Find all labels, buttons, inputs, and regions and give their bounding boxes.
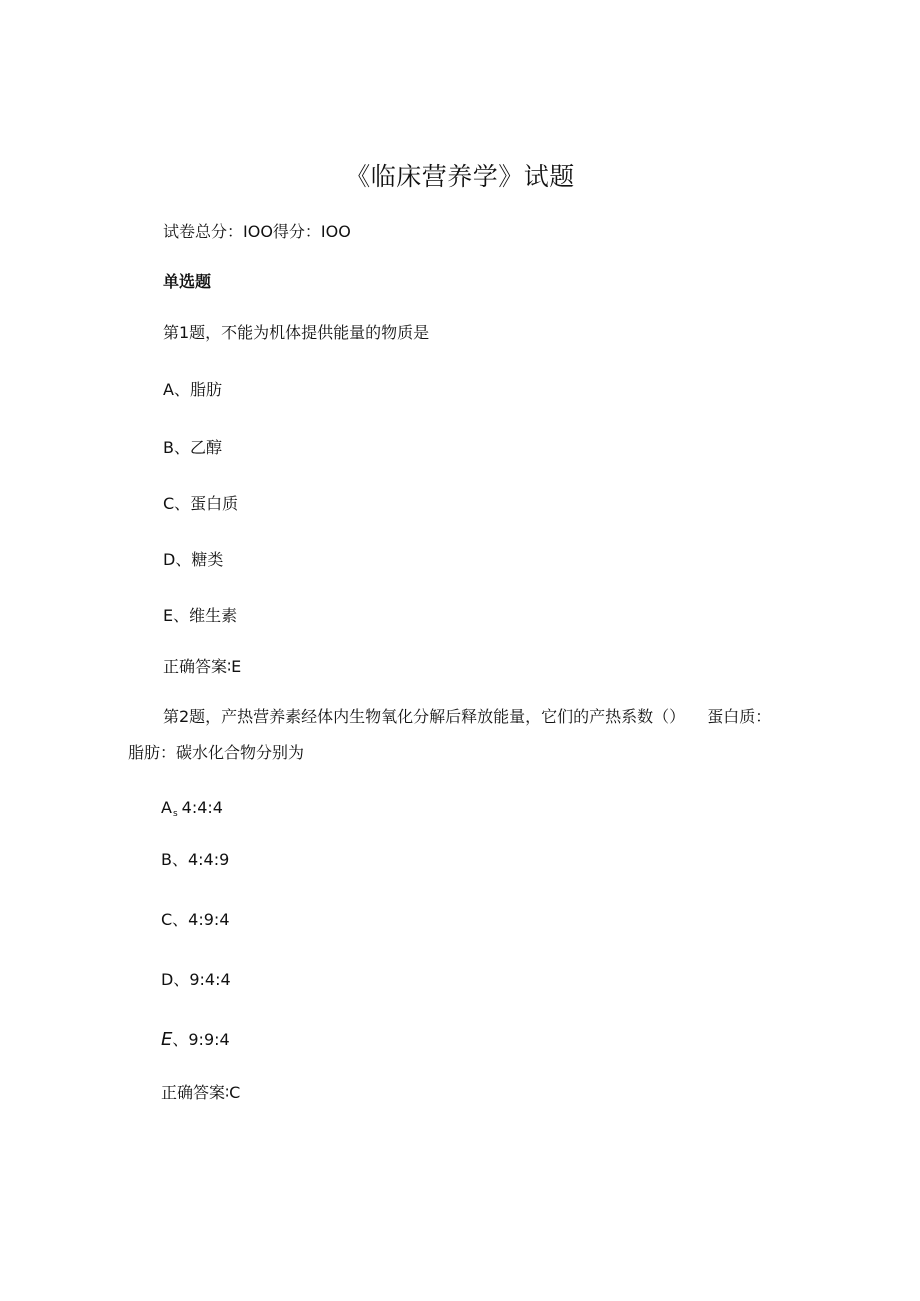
question-2-option-b: B、4:4:9	[161, 850, 230, 869]
question-1-answer: 正确答案∶E	[163, 657, 242, 676]
question-2-option-e-value: 、9:9:4	[172, 1030, 230, 1049]
question-2-option-a-value: 4:4:4	[181, 798, 223, 817]
question-2-option-a-sub: s	[172, 809, 178, 819]
score-line: 试卷总分：IOO得分：IOO	[163, 222, 351, 241]
question-2-option-e-letter: E	[161, 1029, 173, 1050]
question-2-option-c: C、4:9:4	[161, 910, 230, 929]
question-2-prompt-tail: 蛋白质：	[707, 707, 772, 726]
section-heading: 单选题	[163, 272, 212, 291]
question-1-option-e: E、维生素	[163, 606, 238, 625]
question-1-option-c: C、蛋白质	[163, 494, 239, 513]
question-2-option-d: D、9:4:4	[161, 970, 231, 989]
question-2-prompt-line-2: 脂肪：碳水化合物分别为	[128, 743, 305, 762]
question-2-prompt-text: 第2题，产热营养素经体内生物氧化分解后释放能量，它们的产热系数（）	[163, 707, 686, 726]
question-2-prompt-line-1	[163, 706, 771, 728]
document-title: 《临床营养学》试题	[345, 162, 575, 191]
question-1-option-a: A、脂肪	[163, 380, 222, 399]
question-1-option-b: B、乙醇	[163, 438, 222, 457]
question-2-answer: 正确答案∶C	[161, 1083, 241, 1102]
question-2-option-a	[161, 797, 223, 825]
question-1-option-d: D、糖类	[163, 550, 224, 569]
question-2-option-e	[161, 1029, 230, 1051]
question-1-prompt: 第1题，不能为机体提供能量的物质是	[163, 323, 430, 342]
question-2-option-a-letter: A	[161, 798, 172, 817]
